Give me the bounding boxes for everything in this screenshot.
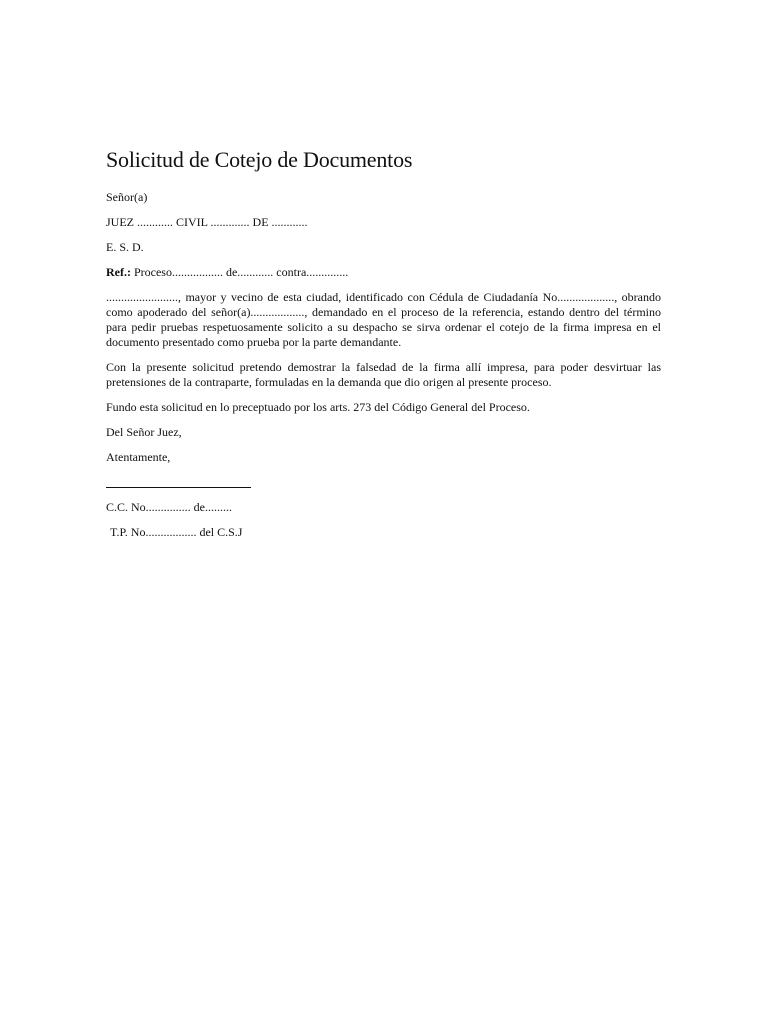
salutation: Señor(a) — [106, 190, 148, 204]
closing-signoff: Atentamente, — [106, 450, 171, 464]
reference-text: Proceso................. de............ contra.............. — [130, 265, 349, 279]
addressee-line: JUEZ ............ CIVIL ............. DE ............ — [106, 215, 308, 229]
tp-line: T.P. No................. del C.S.J — [110, 525, 243, 539]
reference-label: Ref.: — [106, 265, 131, 279]
paragraph-request: ........................, mayor y vecino de esta ciudad, identificado con Cédula de Ciudadanía No..................., obrando como apoderado del señor(a).................., demandado en el proceso de la referencia, estando dentro del término para pedir pruebas respetuosamente solicito a su despacho se sirva ordenar el cotejo de la firma impresa en el documento presentado como prueba por la parte demandante. — [106, 290, 661, 349]
reference-line — [106, 265, 661, 280]
cc-line: C.C. No............... de......... — [106, 500, 232, 514]
esd-line: E. S. D. — [106, 240, 144, 254]
closing-salutation: Del Señor Juez, — [106, 425, 182, 439]
paragraph-purpose: Con la presente solicitud pretendo demostrar la falsedad de la firma allí impresa, para poder desvirtuar las pretensiones de la contraparte, formuladas en la demanda que dio origen al presente proceso. — [106, 360, 661, 389]
signature-line — [106, 487, 251, 488]
paragraph-legal-basis: Fundo esta solicitud en lo preceptuado por los arts. 273 del Código General del Proceso. — [106, 400, 530, 414]
letter-body — [106, 146, 661, 550]
document-title: Solicitud de Cotejo de Documentos — [106, 147, 413, 172]
